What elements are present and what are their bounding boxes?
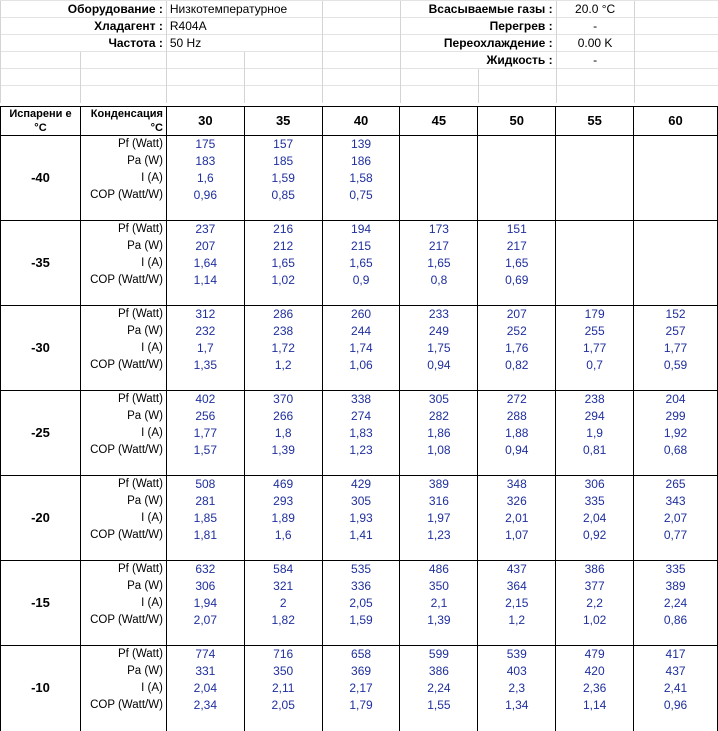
spacer-row [1,714,718,731]
data-cell[interactable]: 658 [322,646,400,663]
data-cell[interactable]: 1,34 [478,697,556,714]
spacer-row [1,289,718,306]
row-label: Pf (Watt) [80,221,166,238]
data-cell[interactable] [634,136,718,153]
subcooling-label: Переохлаждение : [400,35,556,52]
data-cell[interactable]: 1,79 [322,697,400,714]
data-cell[interactable]: 2,07 [166,612,244,629]
data-cell[interactable]: 183 [166,153,244,170]
data-cell[interactable]: 2,05 [244,697,322,714]
suction-value[interactable]: 20.0 °C [556,1,634,18]
data-cell[interactable]: 429 [322,476,400,493]
data-cell[interactable] [634,221,718,238]
data-cell[interactable]: 326 [478,493,556,510]
data-cell[interactable]: 305 [322,493,400,510]
table-row [1,170,718,187]
data-cell[interactable]: 469 [244,476,322,493]
data-cell[interactable] [478,170,556,187]
data-cell[interactable]: 237 [166,221,244,238]
table-row [1,697,718,714]
data-cell[interactable]: 293 [244,493,322,510]
data-cell[interactable]: 2,24 [634,595,718,612]
data-cell[interactable] [556,221,634,238]
table-row [1,391,718,408]
data-cell[interactable]: 265 [634,476,718,493]
table-row [1,153,718,170]
data-cell[interactable]: 1,6 [244,527,322,544]
data-cell[interactable]: 1,64 [166,255,244,272]
cond-temp-55: 55 [556,107,634,136]
data-cell[interactable]: 194 [322,221,400,238]
data-cell[interactable]: 1,02 [244,272,322,289]
data-cell[interactable]: 215 [322,238,400,255]
cond-temp-30: 30 [166,107,244,136]
data-cell[interactable]: 2,04 [556,510,634,527]
data-cell[interactable]: 151 [478,221,556,238]
data-cell[interactable] [478,153,556,170]
row-label: I (A) [80,595,166,612]
data-cell[interactable]: 599 [400,646,478,663]
data-cell[interactable]: 1,58 [322,170,400,187]
data-cell[interactable]: 274 [322,408,400,425]
table-row [1,680,718,697]
data-cell[interactable]: 1,23 [322,442,400,459]
data-cell[interactable]: 2,36 [556,680,634,697]
table-row [1,646,718,663]
row-label: Pf (Watt) [80,561,166,578]
data-cell[interactable]: 1,85 [166,510,244,527]
data-cell[interactable]: 179 [556,306,634,323]
data-cell[interactable]: 2,1 [400,595,478,612]
data-cell[interactable]: 255 [556,323,634,340]
data-cell[interactable]: 0,68 [634,442,718,459]
info-grid [0,0,718,103]
data-cell[interactable]: 0,96 [634,697,718,714]
suction-label: Всасываемые газы : [400,1,556,18]
data-cell[interactable]: 584 [244,561,322,578]
evaporation-temp: -40 [1,136,81,221]
row-label: I (A) [80,680,166,697]
row-label: Pf (Watt) [80,476,166,493]
condensation-header: Конденсация °C [80,107,166,136]
data-cell[interactable]: 152 [634,306,718,323]
data-cell[interactable]: 0,8 [400,272,478,289]
data-cell[interactable]: 321 [244,578,322,595]
row-label: COP (Watt/W) [80,527,166,544]
data-cell[interactable]: 774 [166,646,244,663]
data-cell[interactable]: 216 [244,221,322,238]
data-cell[interactable]: 350 [244,663,322,680]
data-cell[interactable] [556,272,634,289]
data-cell[interactable]: 186 [322,153,400,170]
table-row [1,527,718,544]
data-cell[interactable]: 1,02 [556,612,634,629]
data-cell[interactable]: 238 [556,391,634,408]
data-cell[interactable]: 1,57 [166,442,244,459]
row-label: COP (Watt/W) [80,272,166,289]
data-cell[interactable]: 212 [244,238,322,255]
data-cell[interactable]: 1,06 [322,357,400,374]
data-cell[interactable]: 0,94 [478,442,556,459]
data-cell[interactable] [556,255,634,272]
data-cell[interactable] [400,187,478,204]
table-row [1,425,718,442]
data-cell[interactable]: 233 [400,306,478,323]
data-cell[interactable]: 207 [166,238,244,255]
data-cell[interactable]: 1,2 [478,612,556,629]
data-cell[interactable]: 437 [478,561,556,578]
data-cell[interactable]: 1,77 [166,425,244,442]
data-cell[interactable] [634,153,718,170]
data-cell[interactable] [556,170,634,187]
data-cell[interactable]: 2,17 [322,680,400,697]
data-cell[interactable]: 0,96 [166,187,244,204]
data-cell[interactable]: 1,65 [322,255,400,272]
table-row [1,493,718,510]
data-cell[interactable]: 1,14 [556,697,634,714]
data-cell[interactable]: 173 [400,221,478,238]
data-cell[interactable]: 2,41 [634,680,718,697]
spacer-row [1,629,718,646]
row-label: Pf (Watt) [80,391,166,408]
data-cell[interactable]: 1,35 [166,357,244,374]
evaporation-temp: -20 [1,476,81,561]
data-cell[interactable]: 1,14 [166,272,244,289]
data-cell[interactable]: 288 [478,408,556,425]
data-cell[interactable]: 232 [166,323,244,340]
row-label: COP (Watt/W) [80,442,166,459]
data-cell[interactable]: 1,41 [322,527,400,544]
data-cell[interactable]: 1,8 [244,425,322,442]
superheat-value[interactable]: - [556,18,634,35]
data-cell[interactable]: 350 [400,578,478,595]
data-cell[interactable]: 0,75 [322,187,400,204]
row-label: Pf (Watt) [80,306,166,323]
data-cell[interactable] [634,187,718,204]
data-cell[interactable]: 217 [400,238,478,255]
data-cell[interactable]: 185 [244,153,322,170]
data-cell[interactable]: 1,7 [166,340,244,357]
data-cell[interactable]: 2,15 [478,595,556,612]
data-cell[interactable]: 0,85 [244,187,322,204]
spacer-row [1,374,718,391]
data-cell[interactable]: 175 [166,136,244,153]
cond-temp-40: 40 [322,107,400,136]
data-cell[interactable]: 1,6 [166,170,244,187]
data-cell[interactable]: 1,9 [556,425,634,442]
row-label: I (A) [80,510,166,527]
equipment-value[interactable]: Низкотемпературное [166,1,322,18]
data-cell[interactable]: 2,2 [556,595,634,612]
data-cell[interactable]: 539 [478,646,556,663]
data-cell[interactable]: 2 [244,595,322,612]
table-row [1,272,718,289]
table-row [1,306,718,323]
data-cell[interactable]: 402 [166,391,244,408]
data-cell[interactable]: 389 [634,578,718,595]
refrigerant-value[interactable]: R404A [166,18,322,35]
cond-temp-35: 35 [244,107,322,136]
frequency-value[interactable]: 50 Hz [166,35,322,52]
data-cell[interactable]: 0,82 [478,357,556,374]
data-cell[interactable]: 479 [556,646,634,663]
data-cell[interactable] [634,238,718,255]
data-cell[interactable] [634,272,718,289]
data-cell[interactable]: 1,97 [400,510,478,527]
data-cell[interactable]: 1,89 [244,510,322,527]
data-cell[interactable]: 1,75 [400,340,478,357]
evaporation-temp: -35 [1,221,81,306]
table-row [1,595,718,612]
data-cell[interactable]: 0,59 [634,357,718,374]
liquid-value[interactable]: - [556,52,634,69]
data-cell[interactable]: 335 [556,493,634,510]
data-cell[interactable]: 299 [634,408,718,425]
data-cell[interactable]: 0,77 [634,527,718,544]
data-cell[interactable]: 2,07 [634,510,718,527]
data-cell[interactable]: 2,3 [478,680,556,697]
data-cell[interactable]: 2,05 [322,595,400,612]
data-cell[interactable]: 157 [244,136,322,153]
data-cell[interactable]: 306 [556,476,634,493]
data-cell[interactable]: 331 [166,663,244,680]
data-cell[interactable]: 272 [478,391,556,408]
row-label: Pf (Watt) [80,136,166,153]
data-cell[interactable]: 377 [556,578,634,595]
row-label: Pa (W) [80,408,166,425]
data-cell[interactable]: 403 [478,663,556,680]
data-cell[interactable]: 1,76 [478,340,556,357]
table-row [1,255,718,272]
data-cell[interactable]: 1,39 [244,442,322,459]
data-cell[interactable]: 2,11 [244,680,322,697]
row-label: Pa (W) [80,663,166,680]
data-cell[interactable]: 1,65 [400,255,478,272]
data-cell[interactable]: 316 [400,493,478,510]
evaporation-temp: -10 [1,646,81,731]
subcooling-value[interactable]: 0.00 K [556,35,634,52]
data-cell[interactable]: 1,86 [400,425,478,442]
data-cell[interactable]: 1,83 [322,425,400,442]
equipment-label: Оборудование : [1,1,167,18]
data-cell[interactable]: 1,74 [322,340,400,357]
data-cell[interactable] [400,136,478,153]
table-row [1,578,718,595]
data-cell[interactable] [634,255,718,272]
row-label: Pa (W) [80,238,166,255]
evaporation-temp: -15 [1,561,81,646]
data-cell[interactable]: 257 [634,323,718,340]
frequency-label: Частота : [1,35,167,52]
data-cell[interactable]: 305 [400,391,478,408]
data-cell[interactable]: 256 [166,408,244,425]
data-cell[interactable]: 386 [400,663,478,680]
data-cell[interactable]: 1,82 [244,612,322,629]
data-cell[interactable]: 0,92 [556,527,634,544]
row-label: Pa (W) [80,153,166,170]
data-cell[interactable]: 0,81 [556,442,634,459]
data-cell[interactable] [556,153,634,170]
data-cell[interactable]: 294 [556,408,634,425]
data-cell[interactable]: 348 [478,476,556,493]
data-cell[interactable]: 2,01 [478,510,556,527]
data-cell[interactable]: 1,93 [322,510,400,527]
row-label: COP (Watt/W) [80,187,166,204]
data-cell[interactable]: 282 [400,408,478,425]
table-row [1,612,718,629]
data-cell[interactable]: 1,07 [478,527,556,544]
data-cell[interactable]: 508 [166,476,244,493]
row-label: COP (Watt/W) [80,357,166,374]
cond-temp-60: 60 [634,107,718,136]
row-label: I (A) [80,255,166,272]
data-cell[interactable]: 1,23 [400,527,478,544]
data-cell[interactable]: 486 [400,561,478,578]
data-cell[interactable]: 1,92 [634,425,718,442]
data-cell[interactable] [556,136,634,153]
table-row [1,221,718,238]
data-cell[interactable] [478,187,556,204]
table-row [1,340,718,357]
table-row [1,357,718,374]
table-row [1,561,718,578]
header-row [1,107,718,136]
data-cell[interactable] [556,238,634,255]
data-cell[interactable]: 336 [322,578,400,595]
liquid-label: Жидкость : [400,52,556,69]
row-label: Pa (W) [80,493,166,510]
row-label: COP (Watt/W) [80,697,166,714]
data-cell[interactable]: 1,94 [166,595,244,612]
data-cell[interactable]: 0,7 [556,357,634,374]
row-label: I (A) [80,425,166,442]
data-cell[interactable]: 1,77 [634,340,718,357]
data-cell[interactable]: 335 [634,561,718,578]
table-row [1,238,718,255]
data-cell[interactable]: 386 [556,561,634,578]
data-cell[interactable]: 338 [322,391,400,408]
data-cell[interactable]: 1,81 [166,527,244,544]
evaporation-header: Испарени е °C [1,107,81,136]
data-cell[interactable]: 632 [166,561,244,578]
data-cell[interactable]: 286 [244,306,322,323]
data-cell[interactable]: 0,9 [322,272,400,289]
data-cell[interactable]: 0,69 [478,272,556,289]
cond-temp-45: 45 [400,107,478,136]
evaporation-temp: -25 [1,391,81,476]
data-cell[interactable]: 260 [322,306,400,323]
table-row [1,187,718,204]
data-cell[interactable]: 1,39 [400,612,478,629]
data-cell[interactable]: 312 [166,306,244,323]
row-label: Pf (Watt) [80,646,166,663]
data-cell[interactable]: 1,08 [400,442,478,459]
superheat-label: Перегрев : [400,18,556,35]
data-cell[interactable]: 420 [556,663,634,680]
data-cell[interactable]: 1,77 [556,340,634,357]
data-cell[interactable]: 1,59 [322,612,400,629]
data-cell[interactable] [556,187,634,204]
performance-table [0,106,718,731]
data-cell[interactable] [634,170,718,187]
data-cell[interactable] [400,170,478,187]
row-label: I (A) [80,170,166,187]
data-cell[interactable]: 1,59 [244,170,322,187]
data-cell[interactable]: 1,2 [244,357,322,374]
spacer-row [1,459,718,476]
data-cell[interactable]: 389 [400,476,478,493]
table-row [1,476,718,493]
data-cell[interactable]: 217 [478,238,556,255]
data-cell[interactable] [478,136,556,153]
row-label: Pa (W) [80,323,166,340]
evaporation-temp: -30 [1,306,81,391]
row-label: COP (Watt/W) [80,612,166,629]
data-cell[interactable]: 716 [244,646,322,663]
data-cell[interactable]: 281 [166,493,244,510]
data-cell[interactable]: 266 [244,408,322,425]
data-cell[interactable]: 369 [322,663,400,680]
data-cell[interactable]: 238 [244,323,322,340]
data-cell[interactable]: 252 [478,323,556,340]
data-cell[interactable]: 0,94 [400,357,478,374]
spacer-row [1,544,718,561]
data-cell[interactable]: 207 [478,306,556,323]
data-cell[interactable]: 437 [634,663,718,680]
data-cell[interactable]: 1,65 [478,255,556,272]
data-cell[interactable]: 2,34 [166,697,244,714]
table-row [1,408,718,425]
table-row [1,663,718,680]
row-label: Pa (W) [80,578,166,595]
data-cell[interactable]: 1,88 [478,425,556,442]
refrigerant-label: Хладагент : [1,18,167,35]
data-cell[interactable]: 1,55 [400,697,478,714]
data-cell[interactable]: 535 [322,561,400,578]
data-cell[interactable]: 244 [322,323,400,340]
data-cell[interactable]: 204 [634,391,718,408]
table-row [1,136,718,153]
data-cell[interactable] [400,153,478,170]
data-cell[interactable]: 417 [634,646,718,663]
data-cell[interactable]: 2,24 [400,680,478,697]
data-cell[interactable]: 2,04 [166,680,244,697]
data-cell[interactable]: 1,72 [244,340,322,357]
data-cell[interactable]: 1,65 [244,255,322,272]
data-cell[interactable]: 249 [400,323,478,340]
data-cell[interactable]: 306 [166,578,244,595]
table-row [1,510,718,527]
cond-temp-50: 50 [478,107,556,136]
spacer-row [1,204,718,221]
data-cell[interactable]: 364 [478,578,556,595]
table-row [1,323,718,340]
table-row [1,442,718,459]
data-cell[interactable]: 139 [322,136,400,153]
data-cell[interactable]: 0,86 [634,612,718,629]
row-label: I (A) [80,340,166,357]
data-cell[interactable]: 370 [244,391,322,408]
data-cell[interactable]: 343 [634,493,718,510]
